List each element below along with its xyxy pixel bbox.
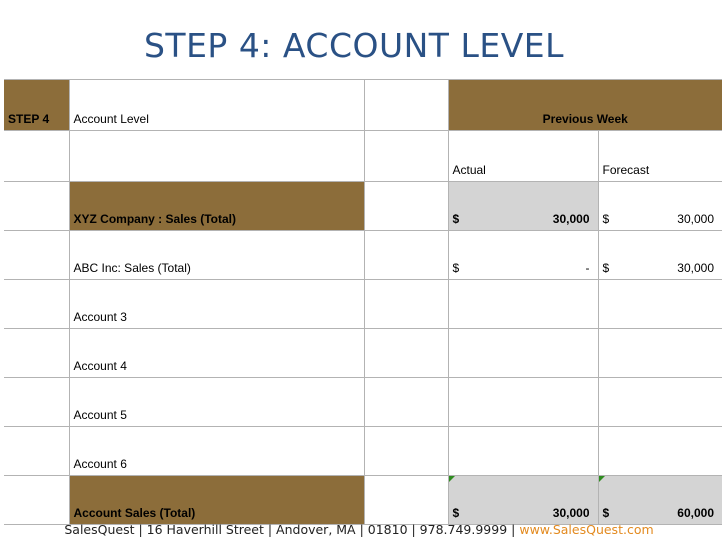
formula-marker-icon (599, 476, 605, 482)
forecast-cell (598, 476, 722, 525)
empty-cell (4, 280, 69, 329)
account-level-header: Account Level (69, 80, 364, 131)
total-row (4, 476, 722, 525)
account-name: Account Sales (Total) (69, 476, 364, 525)
table-row (4, 427, 722, 476)
actual-cell (448, 427, 598, 476)
forecast-cell (598, 231, 722, 280)
empty-cell (4, 378, 69, 427)
empty-cell (4, 329, 69, 378)
empty-cell (364, 80, 448, 131)
forecast-cell (598, 182, 722, 231)
account-name: Account 5 (69, 378, 364, 427)
footer-text: SalesQuest | 16 Haverhill Street | Andover, MA | 01810 | 978.749.9999 | (64, 522, 516, 537)
empty-cell (4, 476, 69, 525)
account-name: Account 6 (69, 427, 364, 476)
currency-symbol: $ (602, 261, 610, 275)
previous-week-header: Previous Week (448, 80, 722, 131)
table-row (4, 329, 722, 378)
slide-title: STEP 4: ACCOUNT LEVEL (143, 26, 565, 65)
forecast-cell (598, 280, 722, 329)
empty-cell (364, 131, 448, 182)
empty-cell (4, 182, 69, 231)
table-row (4, 378, 722, 427)
empty-cell (364, 427, 448, 476)
empty-cell (364, 378, 448, 427)
forecast-cell (598, 329, 722, 378)
currency-symbol: $ (602, 506, 610, 520)
forecast-cell (598, 378, 722, 427)
actual-header: Actual (448, 131, 598, 182)
empty-cell (69, 131, 364, 182)
currency-symbol: $ (452, 261, 460, 275)
table-row (4, 182, 722, 231)
empty-cell (364, 182, 448, 231)
account-name: ABC Inc: Sales (Total) (69, 231, 364, 280)
empty-cell (364, 329, 448, 378)
actual-cell (448, 378, 598, 427)
empty-cell (4, 131, 69, 182)
actual-cell (448, 182, 598, 231)
forecast-value: 30,000 (677, 212, 714, 226)
account-name: Account 3 (69, 280, 364, 329)
table-row (4, 280, 722, 329)
formula-marker-icon (449, 476, 455, 482)
empty-cell (364, 476, 448, 525)
empty-cell (4, 231, 69, 280)
account-name: Account 4 (69, 329, 364, 378)
footer-link[interactable]: www.SalesQuest.com (519, 522, 654, 537)
currency-symbol: $ (602, 212, 610, 226)
footer (0, 522, 728, 537)
table-row (4, 231, 722, 280)
forecast-value: 30,000 (677, 261, 714, 275)
empty-cell (364, 280, 448, 329)
currency-symbol: $ (452, 506, 460, 520)
forecast-header: Forecast (598, 131, 722, 182)
account-level-table (4, 79, 722, 525)
forecast-cell (598, 427, 722, 476)
currency-symbol: $ (452, 212, 460, 226)
header-row (4, 80, 722, 131)
empty-cell (364, 231, 448, 280)
actual-value: 30,000 (552, 212, 590, 226)
actual-cell (448, 231, 598, 280)
actual-value: 30,000 (552, 506, 590, 520)
actual-cell (448, 476, 598, 525)
step-cell: STEP 4 (4, 80, 69, 131)
empty-cell (4, 427, 69, 476)
actual-cell (448, 329, 598, 378)
actual-value: - (585, 261, 590, 275)
actual-cell (448, 280, 598, 329)
account-name: XYZ Company : Sales (Total) (69, 182, 364, 231)
subheader-row (4, 131, 722, 182)
forecast-value: 60,000 (677, 506, 714, 520)
